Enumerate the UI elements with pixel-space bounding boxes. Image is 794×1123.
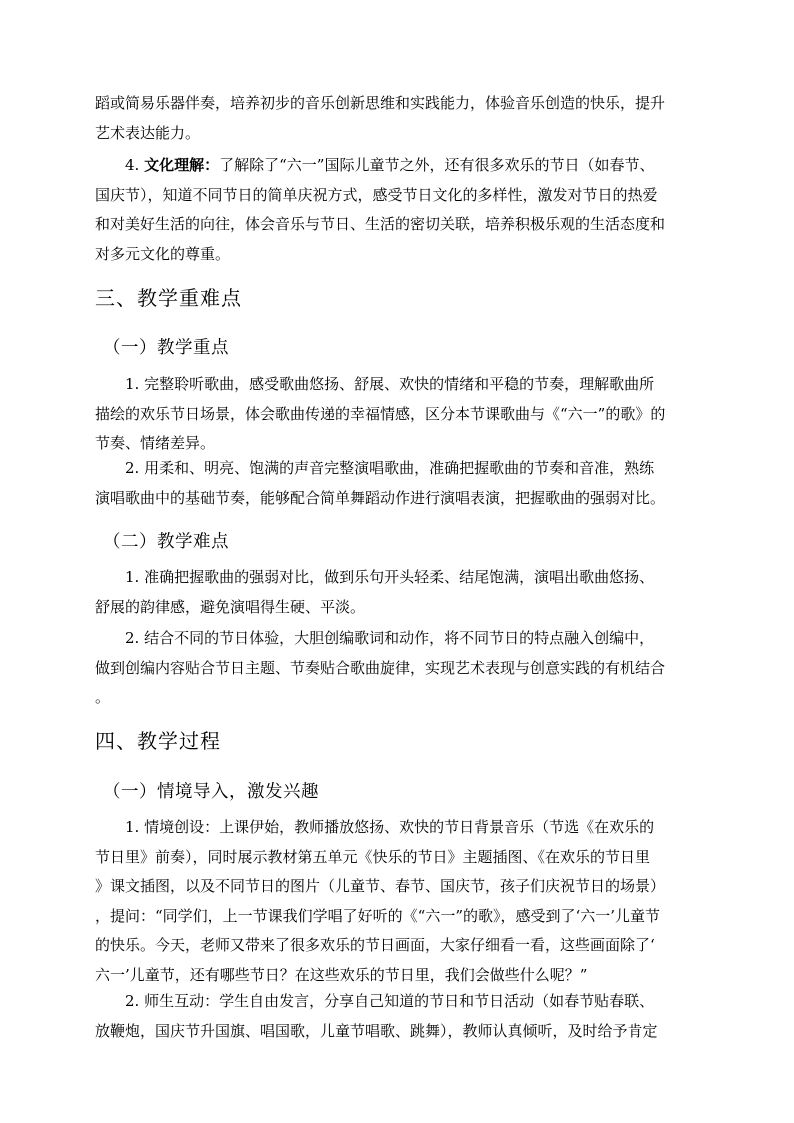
text-line: 1. 完整聆听歌曲，感受歌曲悠扬、舒展、欢快的情绪和平稳的节奏，理解歌曲所 [125, 375, 655, 393]
text-line: 2. 师生互动：学生自由发言，分享自己知道的节日和节日活动（如春节贴春联、 [125, 992, 655, 1010]
paragraph-focus-2 [95, 454, 707, 513]
text-line: 对多元文化的尊重。 [95, 244, 231, 263]
text-line: 演唱歌曲中的基础节奏，能够配合简单舞蹈动作进行演唱表演，把握歌曲的强弱对比。 [95, 488, 666, 507]
text-line: 舒展的韵律感，避免演唱得生硬、平淡。 [95, 597, 366, 616]
text-line: 描绘的欢乐节日场景，体会歌曲传递的幸福情感，区分本节课歌曲与《“六一”的歌》的 [95, 404, 666, 423]
text-line: 六一’儿童节，还有哪些节日？在这些欢乐的节日里，我们会做些什么呢？” [95, 965, 588, 984]
subsection-heading-focus: （一）教学重点 [103, 338, 229, 358]
text-line: 艺术表达能力。 [95, 123, 201, 142]
section-heading-process: 四、教学过程 [95, 729, 221, 753]
text-run: 了解除了“六一”国际儿童节之外，还有很多欢乐的节日（如春节、 [219, 156, 655, 174]
paragraph-focus-1 [95, 370, 707, 459]
paragraph-intro-1 [95, 813, 707, 990]
text-line: 的快乐。今天，老师又带来了很多欢乐的节日画面，大家仔细看一看，这些画面除了‘ [95, 936, 655, 954]
text-line: 做到创编内容贴合节日主题、节奏贴合歌曲旋律，实现艺术表现与创意实践的有机结合 [95, 658, 666, 677]
text-line: 2. 结合不同的节日体验，大胆创编歌词和动作，将不同节日的特点融入创编中， [125, 629, 655, 647]
subsection-heading-intro: （一）情境导入，激发兴趣 [103, 782, 319, 802]
paragraph-difficulty-1 [95, 563, 707, 622]
text-line: 国庆节），知道不同节日的简单庆祝方式，感受节日文化的多样性，激发对节日的热爱 [95, 185, 658, 204]
text-line: 蹈或简易乐器伴奏，培养初步的音乐创新思维和实践能力，体验音乐创造的快乐，提升 [95, 94, 666, 112]
text-line: 放鞭炮，国庆节升国旗、唱国歌，儿童节唱歌、跳舞），教师认真倾听，及时给予肯定 [95, 1021, 658, 1040]
paragraph-creativity-tail [95, 89, 707, 148]
text-line: 》课文插图，以及不同节日的图片（儿童节、春节、国庆节，孩子们庆祝节日的场景） [95, 877, 666, 895]
text-line: 2. 用柔和、明亮、饱满的声音完整演唱歌曲，准确把握歌曲的节奏和音准，熟练 [125, 459, 655, 477]
paragraph-difficulty-2 [95, 624, 707, 713]
text-line: 节奏、情绪差异。 [95, 434, 216, 452]
text-line: 1. 情境创设：上课伊始，教师播放悠扬、欢快的节日背景音乐（节选《在欢乐的 [125, 818, 655, 836]
item-number: 4. [125, 156, 145, 174]
text-line: ，提问：“同学们，上一节课我们学唱了好听的《“六一”的歌》，感受到了‘六一’儿童节 [95, 906, 661, 925]
text-line: 1. 准确把握歌曲的强弱对比，做到乐句开头轻柔、结尾饱满，演唱出歌曲悠扬、 [125, 568, 655, 586]
text-line [95, 151, 707, 181]
paragraph-intro-2 [95, 987, 707, 1046]
section-heading-key-points: 三、教学重难点 [95, 286, 242, 310]
keyword-bold: 文化理解： [144, 156, 220, 174]
subsection-heading-difficulty: （二）教学难点 [103, 532, 229, 552]
text-line: 节日里》前奏），同时展示教材第五单元《快乐的节日》主题插图、《在欢乐的节日里 [95, 847, 651, 866]
text-line: 。 [95, 688, 111, 706]
paragraph-culture-understanding [95, 151, 707, 269]
text-line: 和对美好生活的向往，体会音乐与节日、生活的密切关联，培养积极乐观的生活态度和 [95, 215, 666, 233]
